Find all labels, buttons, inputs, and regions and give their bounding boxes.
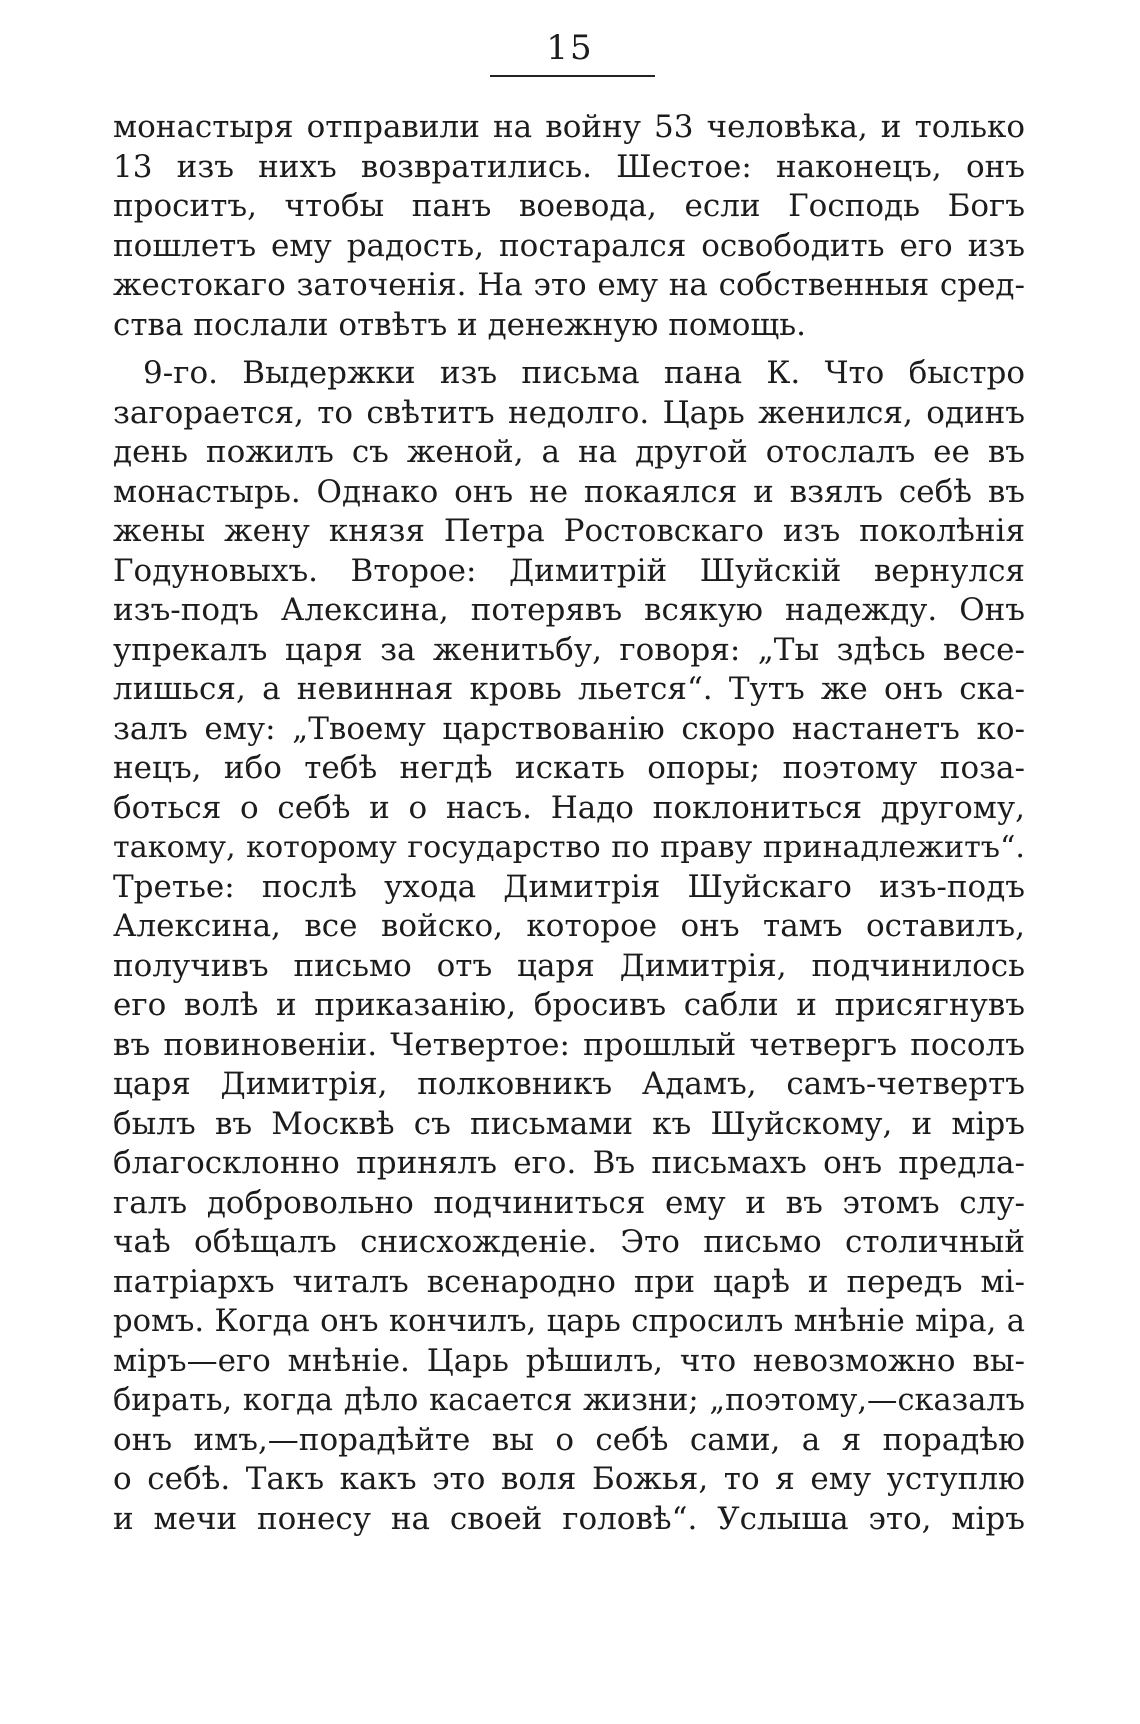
text-line: въ повиновеніи. Четвертое: прошлый четвергъ посолъ (113, 1026, 1025, 1063)
text-line: царя Димитрія, полковникъ Адамъ, самъ-четвертъ (113, 1066, 1025, 1102)
page-number: 15 (546, 28, 594, 68)
text-line: патріархъ читалъ всенародно при царѣ и передъ мі- (113, 1263, 1025, 1300)
text-line: чаѣ обѣщалъ снисхожденіе. Это письмо столичный (113, 1224, 1025, 1260)
text-line: ства послали отвѣтъ и денежную помощь. (113, 306, 806, 343)
paragraph-2 (113, 354, 1025, 1539)
text-line: залъ ему: „Твоему царствованію скоро настанетъ ко- (113, 710, 1025, 747)
text-line: жены жену князя Петра Ростовскаго изъ поколѣнія (113, 513, 1025, 549)
text-line: міръ—его мнѣніе. Царь рѣшилъ, что невозможно вы- (113, 1342, 1025, 1379)
text-line: и мечи понесу на своей головѣ“. Услыша это, міръ (113, 1500, 1025, 1537)
text-line: монастырь. Однако онъ не покаялся и взялъ себѣ въ (113, 473, 1025, 510)
text-line: его волѣ и приказанію, бросивъ сабли и присягнувъ (113, 987, 1025, 1023)
text-line: былъ въ Москвѣ съ письмами къ Шуйскому, и міръ (113, 1105, 1025, 1142)
text-line: проситъ, чтобы панъ воевода, если Господь Богъ (113, 188, 1025, 224)
text-line: благосклонно принялъ его. Въ письмахъ онъ предла- (113, 1145, 1025, 1181)
text-line: день пожилъ съ женой, а на другой отослалъ ее въ (113, 434, 1025, 470)
paragraph-1 (113, 108, 1025, 345)
paragraph-gap (113, 345, 1025, 354)
text-line: Годуновыхъ. Второе: Димитрій Шуйскій вернулся (113, 552, 1025, 589)
text-line: 9-го. Выдержки изъ письма пана К. Что быстро (143, 355, 1025, 391)
text-line: упрекалъ царя за женитьбу, говоря: „Ты здѣсь весе- (113, 631, 1025, 668)
text-line: получивъ письмо отъ царя Димитрія, подчинилось (113, 947, 1025, 984)
text-line: такому, которому государство по праву принадлежитъ“. (113, 830, 1025, 865)
text-line: жестокаго заточенія. На это ему на собственныя сред- (113, 267, 1025, 303)
text-line: монастыря отправили на войну 53 человѣка, и только (113, 109, 1025, 145)
text-line: о себѣ. Такъ какъ это воля Божья, то я ему уступлю (113, 1461, 1025, 1497)
text-line: лишься, а невинная кровь льется“. Тутъ же онъ ска- (113, 671, 1025, 707)
header-rule (490, 75, 655, 77)
text-line: ромъ. Когда онъ кончилъ, царь спросилъ мнѣніе міра, а (113, 1304, 1025, 1339)
text-line: пошлетъ ему радость, постарался освободить его изъ (113, 227, 1025, 264)
text-line: Алексина, все войско, которое онъ тамъ оставилъ, (113, 908, 1025, 944)
text-line: изъ-подъ Алексина, потерявъ всякую надежду. Онъ (113, 592, 1025, 628)
text-line: загорается, то свѣтитъ недолго. Царь женился, одинъ (113, 394, 1025, 431)
text-line: Третье: послѣ ухода Димитрія Шуйскаго изъ-подъ (113, 868, 1025, 905)
text-line: онъ имъ,—порадѣйте вы о себѣ сами, а я порадѣю (113, 1421, 1025, 1458)
text-line: 13 изъ нихъ возвратились. Шестое: наконецъ, онъ (113, 148, 1025, 185)
text-line: бирать, когда дѣло касается жизни; „поэтому,—сказалъ (113, 1383, 1025, 1418)
text-line: боться о себѣ и о насъ. Надо поклониться другому, (113, 789, 1025, 826)
text-line: нецъ, ибо тебѣ негдѣ искать опоры; поэтому поза- (113, 750, 1025, 786)
text-line: галъ добровольно подчиниться ему и въ этомъ слу- (113, 1184, 1025, 1221)
body-text (113, 108, 1025, 1539)
